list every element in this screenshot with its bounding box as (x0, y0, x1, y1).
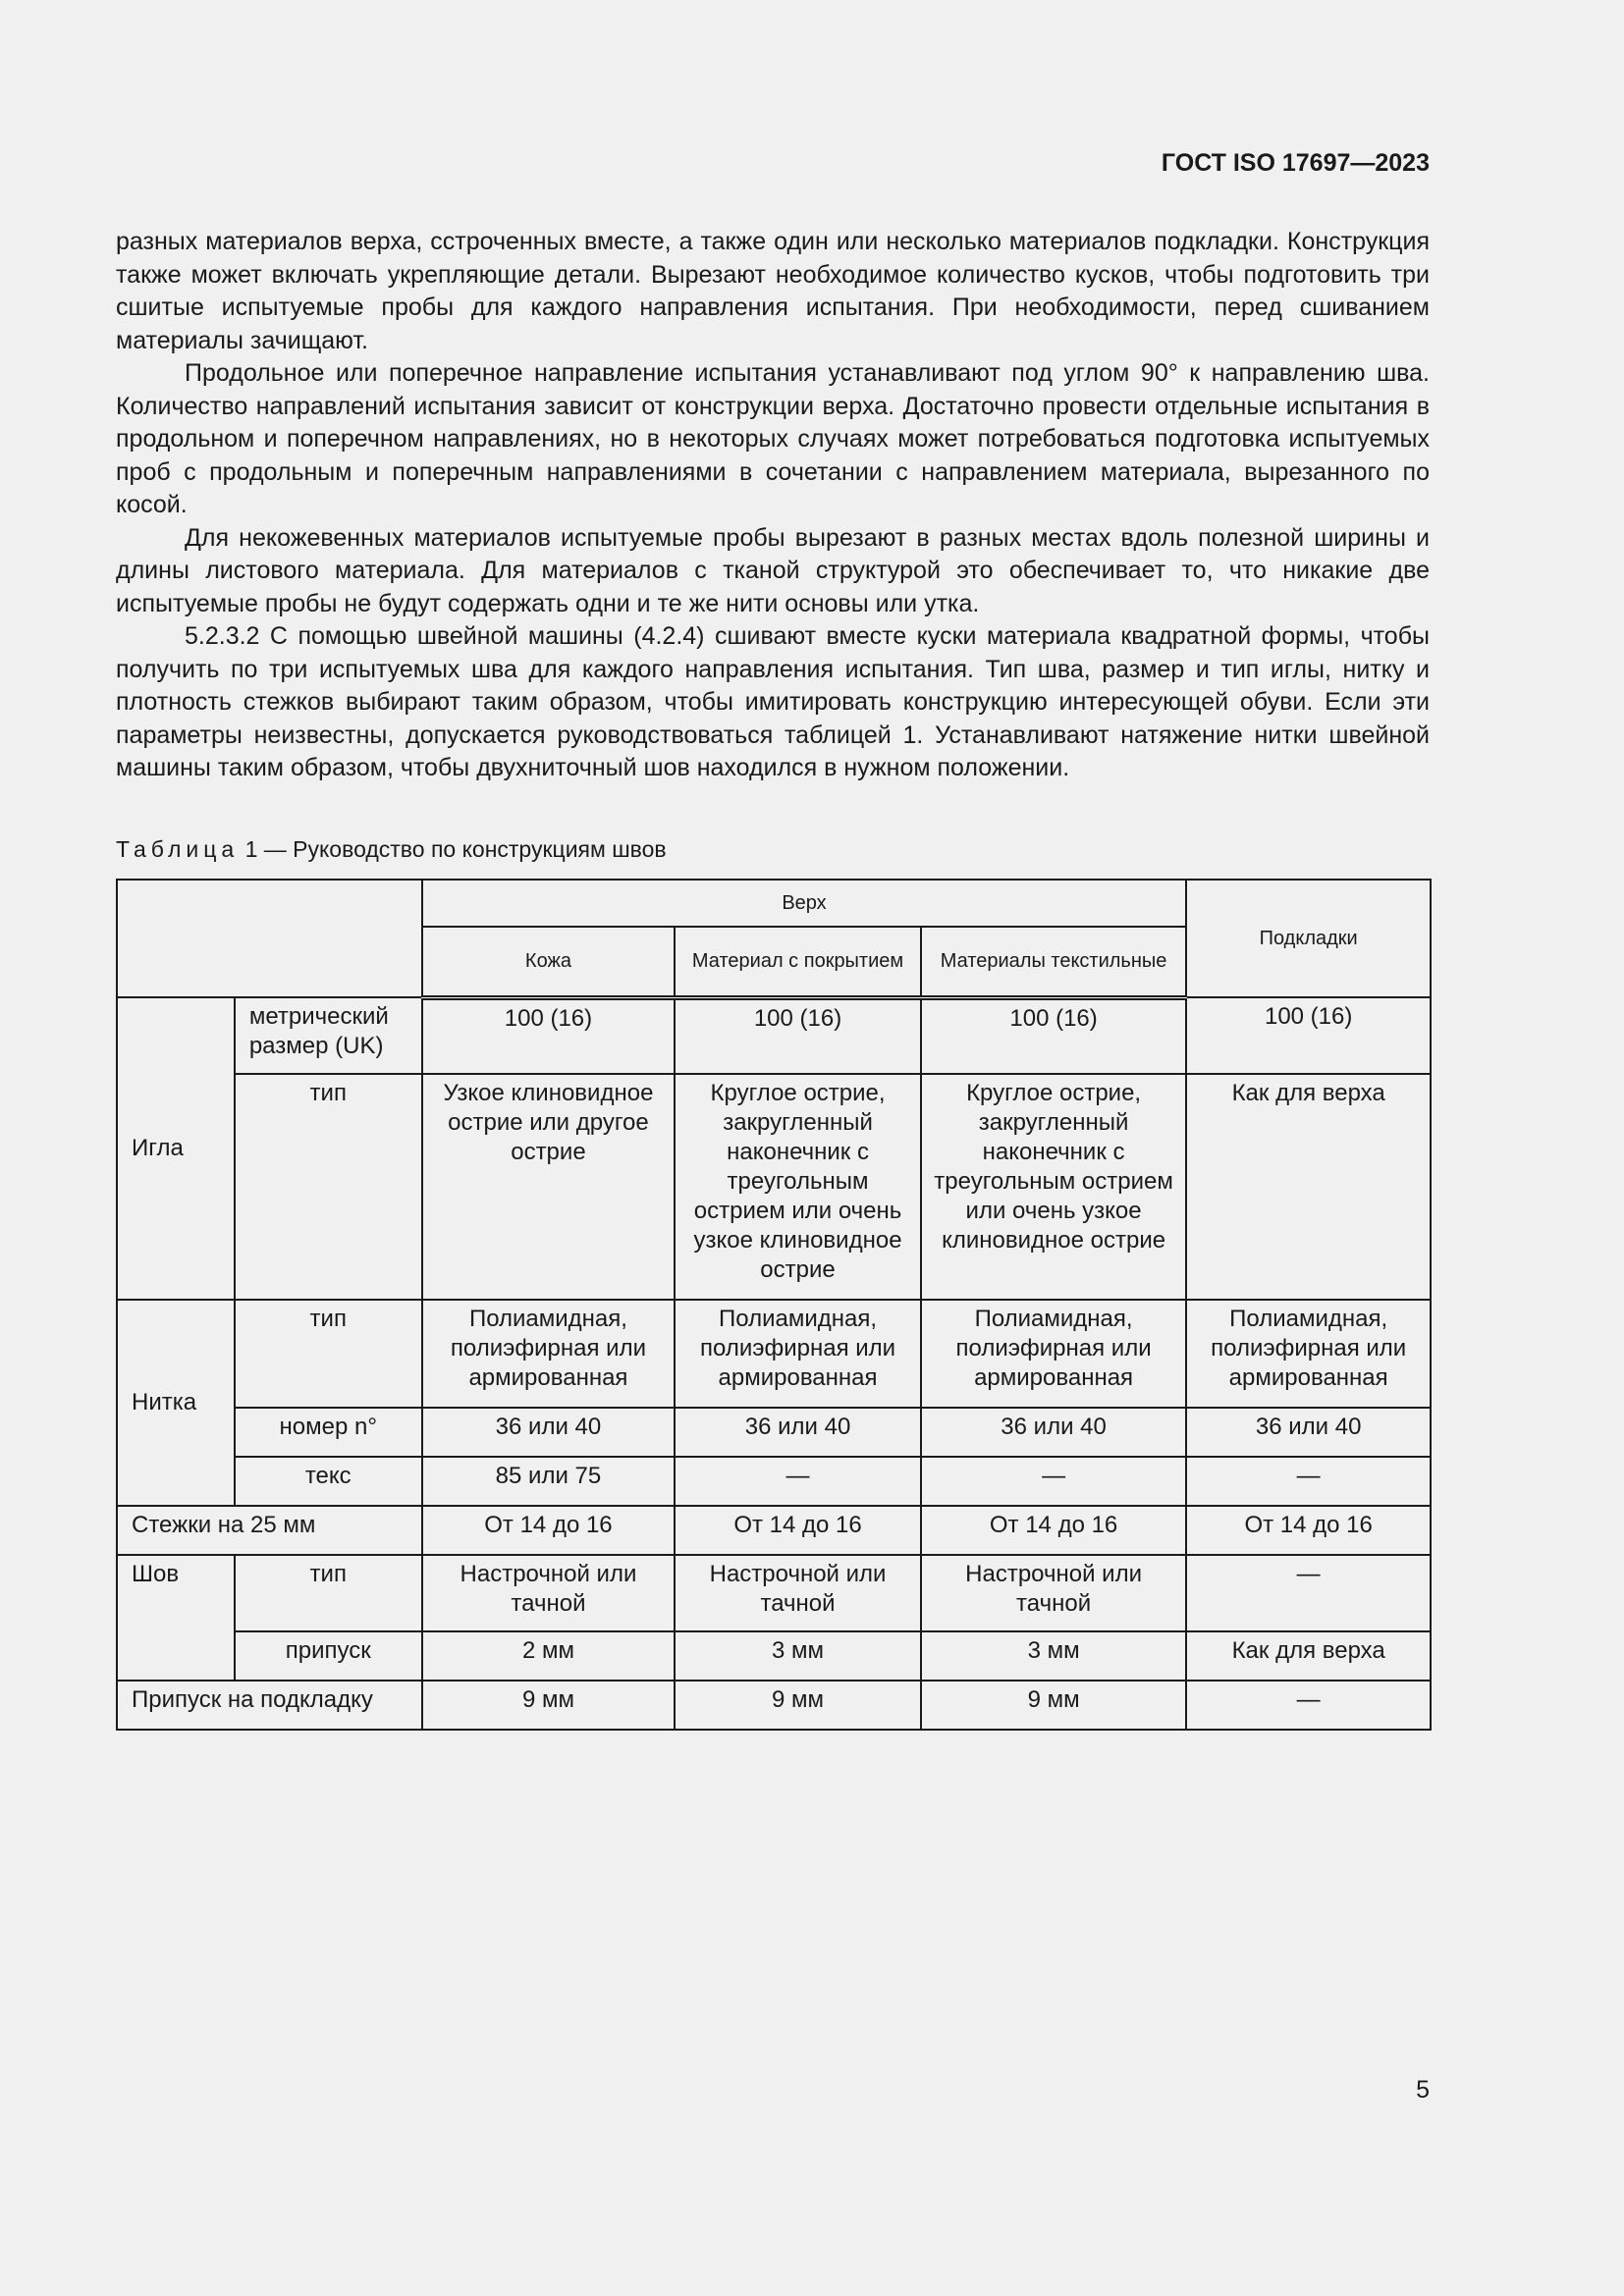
table-cell: Настрочной или тачной (675, 1555, 921, 1631)
corner-cell (117, 880, 422, 997)
table-cell: Круглое острие, закругленный наконечник с треугольным острием или очень узкое клиновидное острие (675, 1074, 921, 1300)
table-cell: Как для верха (1186, 1074, 1431, 1300)
table-cell: От 14 до 16 (675, 1506, 921, 1555)
table-cell: 9 мм (422, 1681, 676, 1730)
paragraph: разных материалов верха, сстроченных вместе, а также один или несколько материалов подкладки. Конструкция также может включать укрепляющие детали. Вырезают необходимое количество кусков, чтобы подготовить три сшитые испытуемые пробы для каждого направления испытания. При необходимости, перед сшиванием материалы зачищают. (116, 228, 1430, 354)
paragraph: Продольное или поперечное направление испытания устанавливают под углом 90° к направлению шва. Количество направлений испытания зависит от конструкции верха. Достаточно провести отдельные испытания в продольном и поперечном направлениях, но в некоторых случаях может потребоваться подготовка испытуемых проб с продольным и поперечным направлениями в сочетании с направлением материала, вырезанного по косой. (116, 359, 1430, 518)
table-cell: 9 мм (921, 1681, 1187, 1730)
table-cell: 100 (16) (675, 997, 921, 1074)
paragraph: Для некожевенных материалов испытуемые пробы вырезают в разных местах вдоль полезной ширины и длины листового материала. Для материалов с тканой структурой это обеспечивает то, что никакие две испытуемые пробы не будут содержать одни и те же нити основы или утка. (116, 523, 1430, 617)
page-number: 5 (1416, 2076, 1430, 2104)
table-cell: Полиамидная, полиэфирная или армированная (422, 1300, 676, 1408)
table-caption-text: 1 — Руководство по конструкциям швов (244, 836, 667, 862)
table-cell: — (1186, 1457, 1431, 1506)
row-group-needle: Игла (117, 997, 235, 1300)
table-cell: 100 (16) (422, 997, 676, 1074)
header-textile: Материалы текстильные (921, 927, 1187, 997)
table-cell: Настрочной или тачной (422, 1555, 676, 1631)
document-code: ГОСТ ISO 17697—2023 (1161, 149, 1430, 177)
body-text (116, 226, 1430, 785)
header-coated: Материал с покрытием (675, 927, 921, 997)
table-cell: 85 или 75 (422, 1457, 676, 1506)
header-lining: Подкладки (1186, 880, 1431, 997)
row-label-needle-size: метрический размер (UK) (235, 997, 422, 1074)
table-cell: Узкое клиновидное острие или другое острие (422, 1074, 676, 1300)
paragraph: 5.2.3.2 С помощью швейной машины (4.2.4) сшивают вместе куски материала квадратной формы, чтобы получить по три испытуемых шва для каждого направления испытания. Тип шва, размер и тип иглы, нитку и плотность стежков выбирают таким образом, чтобы имитировать конструкцию интересующей обуви. Если эти параметры неизвестны, допускается руководствоваться таблицей 1. Устанавливают натяжение нитки швейной машины таким образом, чтобы двухниточный шов находился в нужном положении. (116, 622, 1430, 781)
table-cell: 3 мм (675, 1631, 921, 1681)
table-cell: Круглое острие, закругленный наконечник с треугольным острием или очень узкое клиновидное острие (921, 1074, 1187, 1300)
table-cell: Полиамидная, полиэфирная или армированная (675, 1300, 921, 1408)
table-cell: 36 или 40 (921, 1408, 1187, 1457)
table-cell: Как для верха (1186, 1631, 1431, 1681)
table-cell: — (1186, 1681, 1431, 1730)
table-cell: Полиамидная, полиэфирная или армированная (1186, 1300, 1431, 1408)
table-cell: Настрочной или тачной (921, 1555, 1187, 1631)
table-cell: 9 мм (675, 1681, 921, 1730)
header-upper: Верх (422, 880, 1187, 927)
header-leather: Кожа (422, 927, 676, 997)
table-cell: 100 (16) (1186, 997, 1431, 1074)
row-label-seam-allowance: припуск (235, 1631, 422, 1681)
table-caption (116, 836, 667, 863)
row-label-thread-tex: текс (235, 1457, 422, 1506)
row-label-lining-allowance: Припуск на подкладку (117, 1681, 422, 1730)
table-cell: 36 или 40 (1186, 1408, 1431, 1457)
row-label-stitches: Стежки на 25 мм (117, 1506, 422, 1555)
table-cell: От 14 до 16 (1186, 1506, 1431, 1555)
table-caption-word: Таблица (116, 836, 240, 862)
row-group-seam: Шов (117, 1555, 235, 1681)
row-label-needle-type: тип (235, 1074, 422, 1300)
table-cell: 3 мм (921, 1631, 1187, 1681)
table-cell: От 14 до 16 (921, 1506, 1187, 1555)
row-label-thread-number: номер n° (235, 1408, 422, 1457)
table-cell: 36 или 40 (422, 1408, 676, 1457)
table-cell: — (1186, 1555, 1431, 1631)
table-cell: 36 или 40 (675, 1408, 921, 1457)
table-cell: — (921, 1457, 1187, 1506)
table-cell: От 14 до 16 (422, 1506, 676, 1555)
table-cell: Полиамидная, полиэфирная или армированная (921, 1300, 1187, 1408)
row-label-seam-type: тип (235, 1555, 422, 1631)
row-group-thread: Нитка (117, 1300, 235, 1506)
table-cell: — (675, 1457, 921, 1506)
table-cell: 100 (16) (921, 997, 1187, 1074)
row-label-thread-type: тип (235, 1300, 422, 1408)
seam-guide-table (116, 879, 1432, 1731)
table-cell: 2 мм (422, 1631, 676, 1681)
